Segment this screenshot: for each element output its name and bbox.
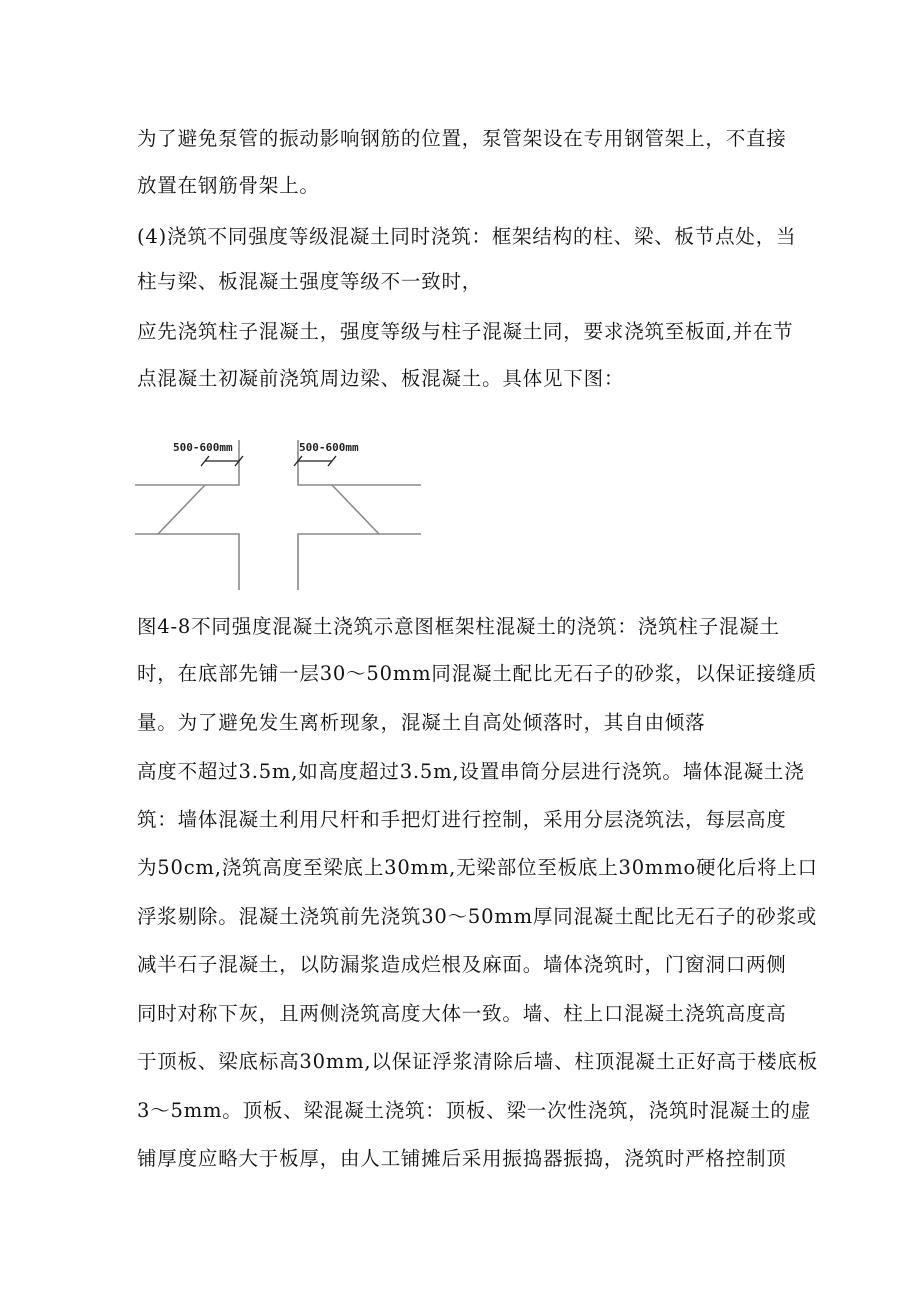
paragraph-line: 柱与梁、板混凝土强度等级不一致时， <box>137 270 483 293</box>
paragraph-line: 点混凝土初凝前浇筑周边梁、板混凝土。具体见下图： <box>137 367 625 390</box>
paragraph-line: 同时对称下灰，且两侧浇筑高度大体一致。墙、柱上口混凝土浇筑高度高 <box>137 1002 787 1025</box>
paragraph-line: 高度不超过3.5m,如高度超过3.5m,设置串筒分层进行浇筑。墙体混凝土浇 <box>137 760 805 783</box>
left-diagonal <box>158 485 205 534</box>
joint-diagram-svg <box>133 438 423 598</box>
paragraph-line: 时，在底部先铺一层30～50mm同混凝土配比无石子的砂浆，以保证接缝质 <box>137 662 818 685</box>
paragraph-line: (4)浇筑不同强度等级混凝土同时浇筑：框架结构的柱、梁、板节点处，当 <box>137 225 797 248</box>
paragraph-line: 铺厚度应略大于板厚，由人工铺摊后采用振捣器振捣，浇筑时严格控制顶 <box>137 1147 787 1170</box>
right-slab-bottom <box>298 534 421 590</box>
right-diagonal <box>332 485 379 534</box>
paragraph-line: 为50cm,浇筑高度至梁底上30mm,无梁部位至板底上30mmo硬化后将上口 <box>137 856 818 879</box>
paragraph-line: 3～5mm。顶板、梁混凝土浇筑：顶板、梁一次性浇筑，浇筑时混凝土的虚 <box>137 1099 811 1122</box>
right-dimension-label: 500-600mm <box>299 441 359 454</box>
paragraph-line: 减半石子混凝土，以防漏浆造成烂根及麻面。墙体浇筑时，门窗洞口两侧 <box>137 953 787 976</box>
figure-caption-line: 图4-8不同强度混凝土浇筑示意图框架柱混凝土的浇筑：浇筑柱子混凝土 <box>137 615 780 638</box>
paragraph-line: 为了避免泵管的振动影响钢筋的位置，泵管架设在专用钢管架上，不直接 <box>137 127 787 150</box>
pouring-diagram <box>133 438 423 598</box>
paragraph-line: 量。为了避免发生离析现象，混凝土自高处倾落时，其自由倾落 <box>137 711 706 734</box>
paragraph-line: 放置在钢筋骨架上。 <box>137 174 320 197</box>
paragraph-line: 筑：墙体混凝土利用尺杆和手把灯进行控制，采用分层浇筑法，每层高度 <box>137 808 787 831</box>
left-dimension-label: 500-600mm <box>173 441 233 454</box>
paragraph-line: 应先浇筑柱子混凝土，强度等级与柱子混凝土同，要求浇筑至板面,并在节 <box>137 320 794 343</box>
paragraph-line: 于顶板、梁底标高30mm,以保证浮浆清除后墙、柱顶混凝土正好高于楼底板 <box>137 1050 818 1073</box>
left-slab-bottom <box>135 534 239 590</box>
paragraph-line: 浮浆剔除。混凝土浇筑前先浇筑30～50mm厚同混凝土配比无石子的砂浆或 <box>137 905 818 928</box>
